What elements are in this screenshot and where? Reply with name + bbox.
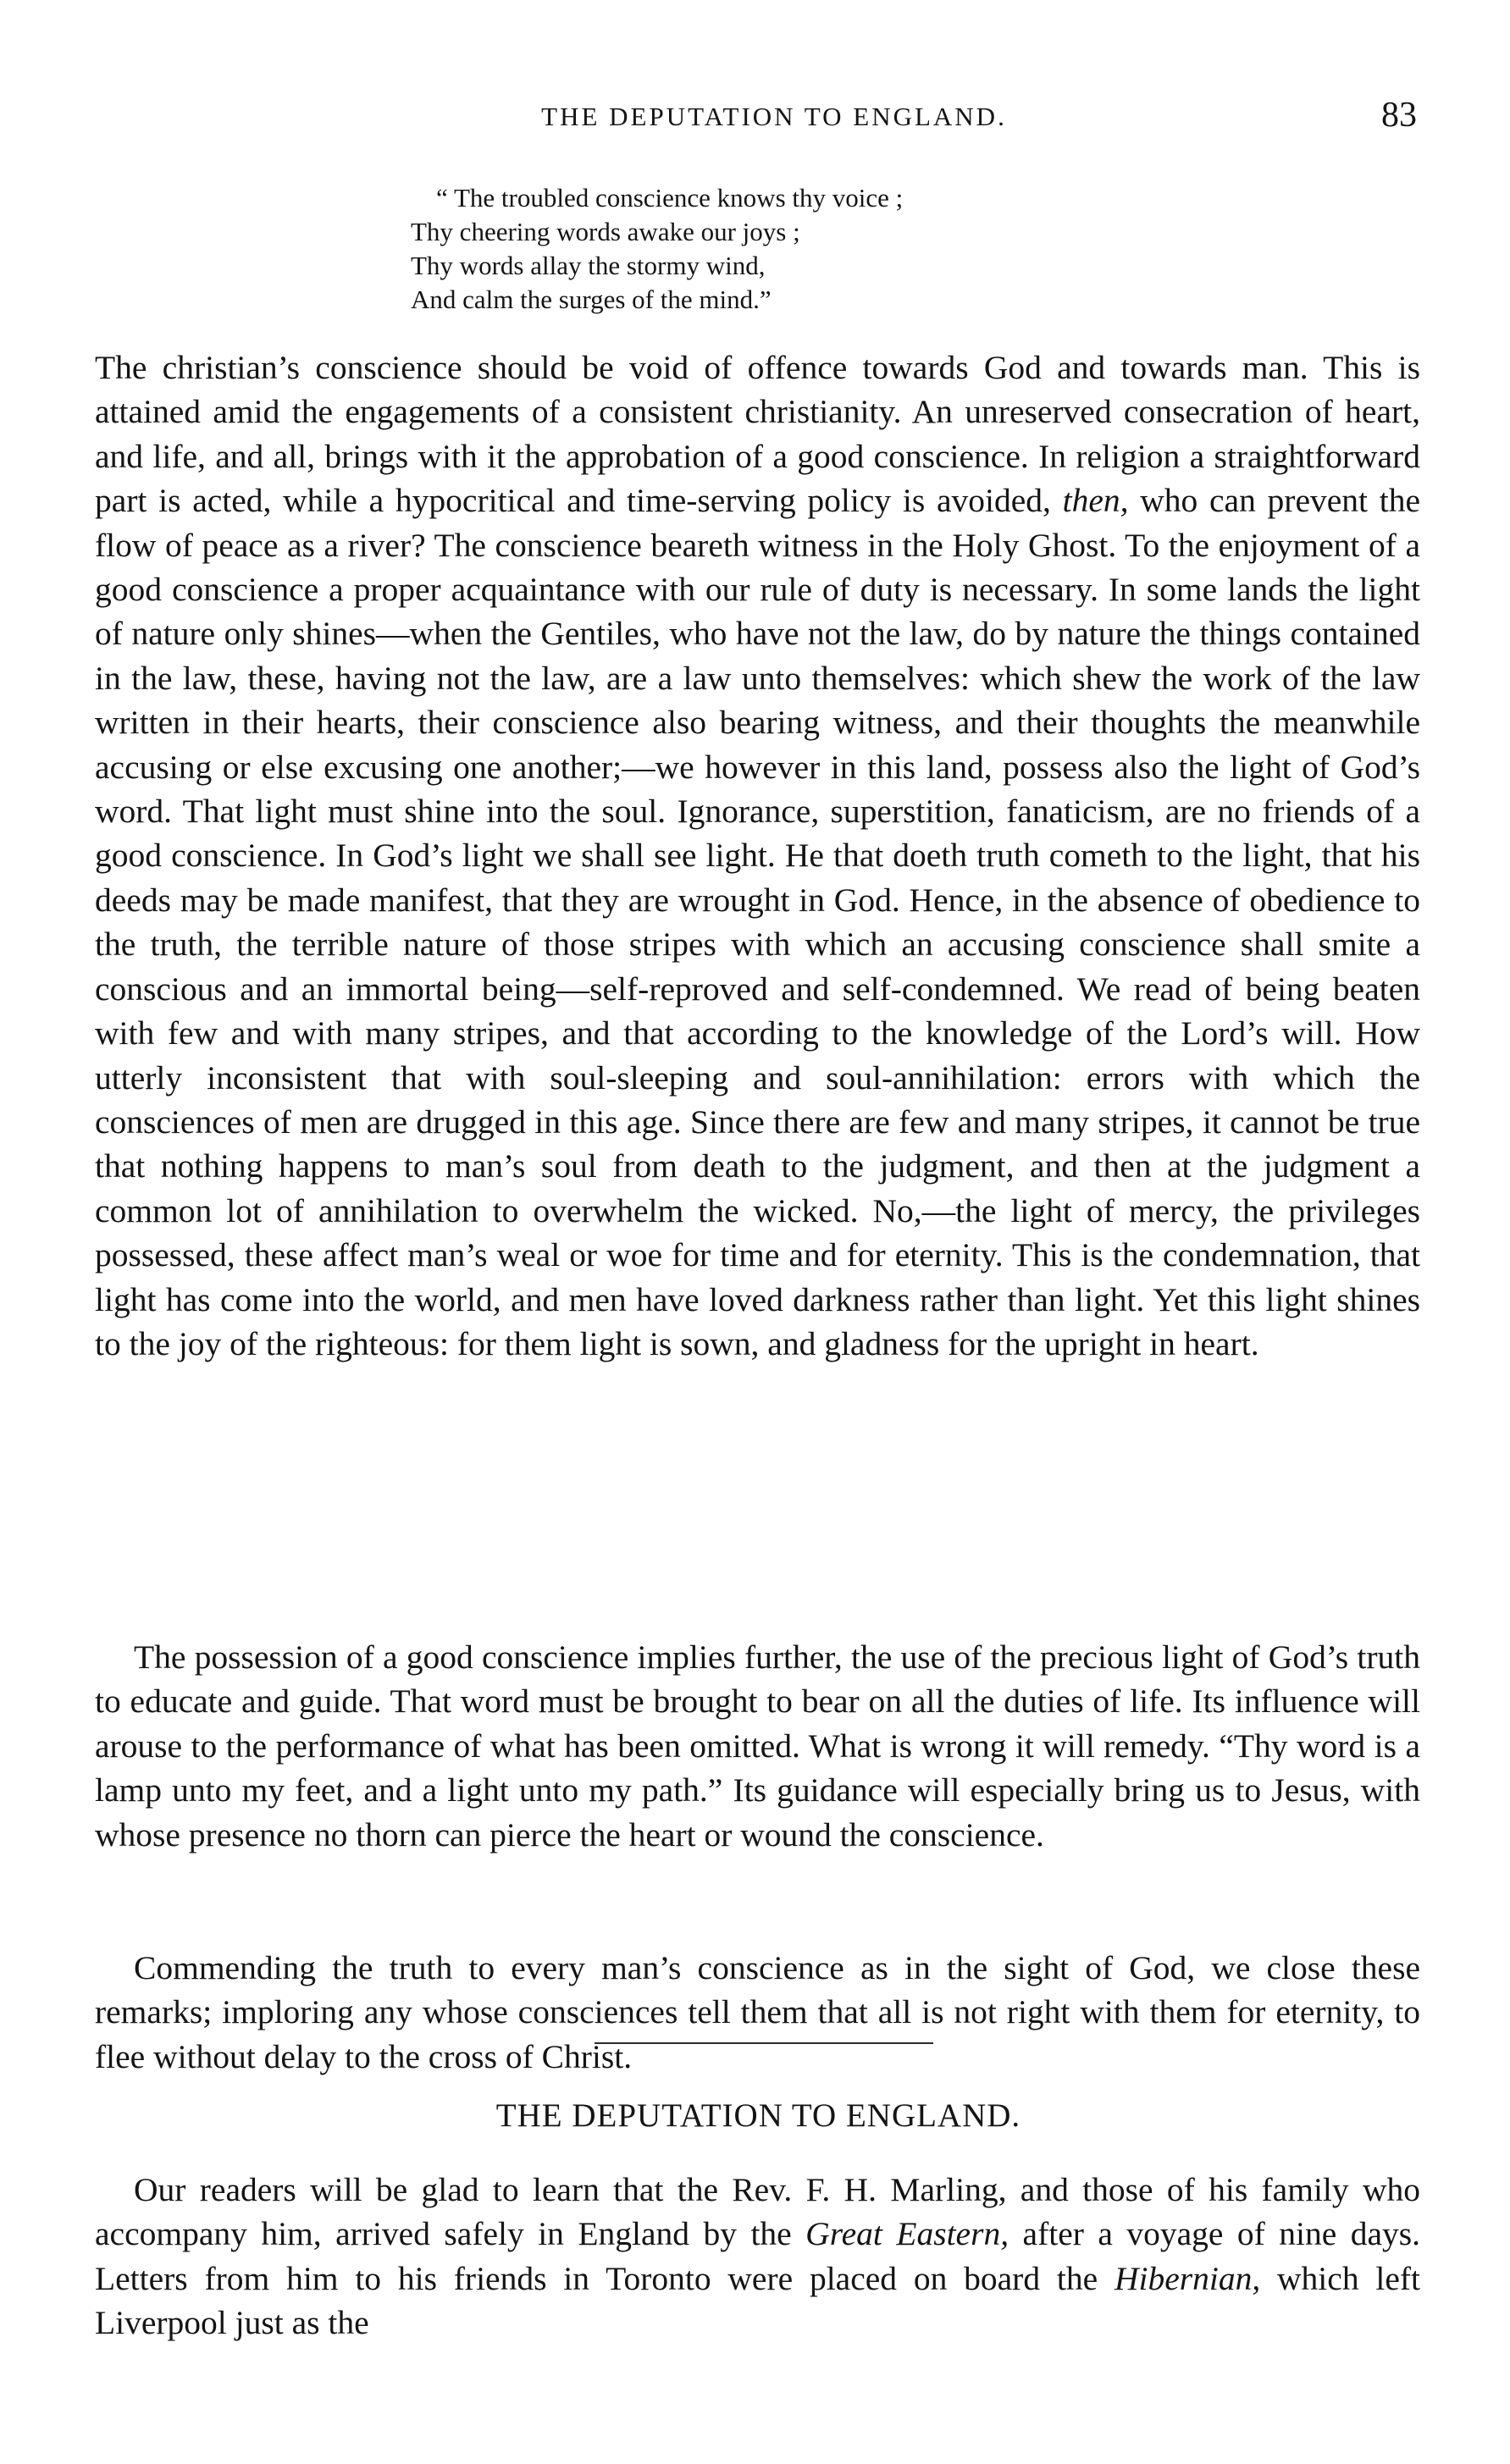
running-title: THE DEPUTATION TO ENGLAND. [541, 102, 1007, 131]
section-heading: THE DEPUTATION TO ENGLAND. [495, 2097, 1021, 2134]
paragraph-conscience [95, 345, 1420, 1366]
verse-line: Thy words allay the stormy wind, [411, 251, 766, 280]
page-number: 83 [1381, 96, 1417, 135]
paragraph-text: Our readers will be glad to learn that the Rev. F. H. Marling, and those of his family who accompany him, arrived safely in England by the [95, 2171, 1420, 2253]
paragraph-text: after a voyage of nine days. Letters from him to his friends in Toronto were placed on board the [95, 2215, 1420, 2297]
running-head [97, 95, 1425, 146]
ship-name: Great Eastern, [805, 2215, 1009, 2253]
ship-name: Hibernian, [1114, 2259, 1261, 2297]
paragraph-deputation [95, 2168, 1420, 2345]
verse-line: “ The troubled conscience knows thy voice ; [436, 183, 904, 213]
paragraph-closing: Commending the truth to every man’s conscience as in the sight of God, we close these remarks; imploring any whose consciences tell them that all is not right with them for eternity, to flee without delay to the cross of Christ. [95, 1949, 1420, 2075]
paragraph-text: The christian’s conscience should be void of offence towards God and towards man. This is attained amid the engagements of a consistent christianity. An unreserved consecration of heart, and life, and all, brings with it the approbation of a good conscience. In religion a straightforward part is acted, while a hypocritical and time-serving policy is avoided, [95, 349, 1420, 520]
paragraph-text: which left Liverpool just as the [95, 2259, 1421, 2342]
paragraph-text: who can prevent the flow of peace as a river? The conscience beareth witness in the Holy Ghost. To the enjoyment of a good conscience a proper acquaintance with our rule of duty is necessary. In some lands the light of nature only shines—when the Gentiles, who have not the law, do by nature the things contained in the law, these, having not the law, are a law unto themselves: which shew the work of the law written in their hearts, their conscience also bearing witness, and their thoughts the meanwhile accusing or else excusing one another;—we however in this land, possess also the light of God’s word. That light must shine into the soul. Ignorance, superstition, fanaticism, are no friends of a good conscience. In God’s light we shall see light. He that doeth truth cometh to the light, that his deeds may be made manifest, that they are wrought in God. Hence, in the absence of obedience to the truth, the terrible nature of those stripes with which an accusing conscience shall smite a conscious and an immortal being—self-reproved and self-condemned. We read of being beaten with few and with many stripes, and that according to the knowledge of the Lord’s will. How utterly inconsistent that with soul-sleeping and soul-annihilation: errors with which the consciences of men are drugged in this age. Since there are few and many stripes, it cannot be true that nothing happens to man’s soul from death to the judgment, and then at the judgment a common lot of annihilation to overwhelm the wicked. No,—the light of mercy, the privileges possessed, these affect man’s weal or woe for time and for eternity. This is the condemnation, that light has come into the world, and men have loved darkness rather than light. Yet this light shines to the joy of the righteous: for them light is sown, and gladness for the upright in heart. [95, 482, 1420, 1362]
section-divider [595, 2042, 933, 2044]
paragraph-truth: The possession of a good conscience implies further, the use of the precious light of God’s truth to educate and guide. That word must be brought to bear on all the duties of life. Its influence will arouse to the performance of what has been omitted. What is wrong it will remedy. “Thy word is a lamp unto my feet, and a light unto my path.” Its guidance will especially bring us to Jesus, with whose presence no thorn can pierce the heart or wound the conscience. [95, 1638, 1420, 1854]
hymn-verse [411, 181, 903, 317]
emphasis-then: then, [1062, 482, 1129, 520]
verse-line: And calm the surges of the mind.” [411, 285, 772, 314]
verse-line: Thy cheering words awake our joys ; [411, 217, 800, 246]
